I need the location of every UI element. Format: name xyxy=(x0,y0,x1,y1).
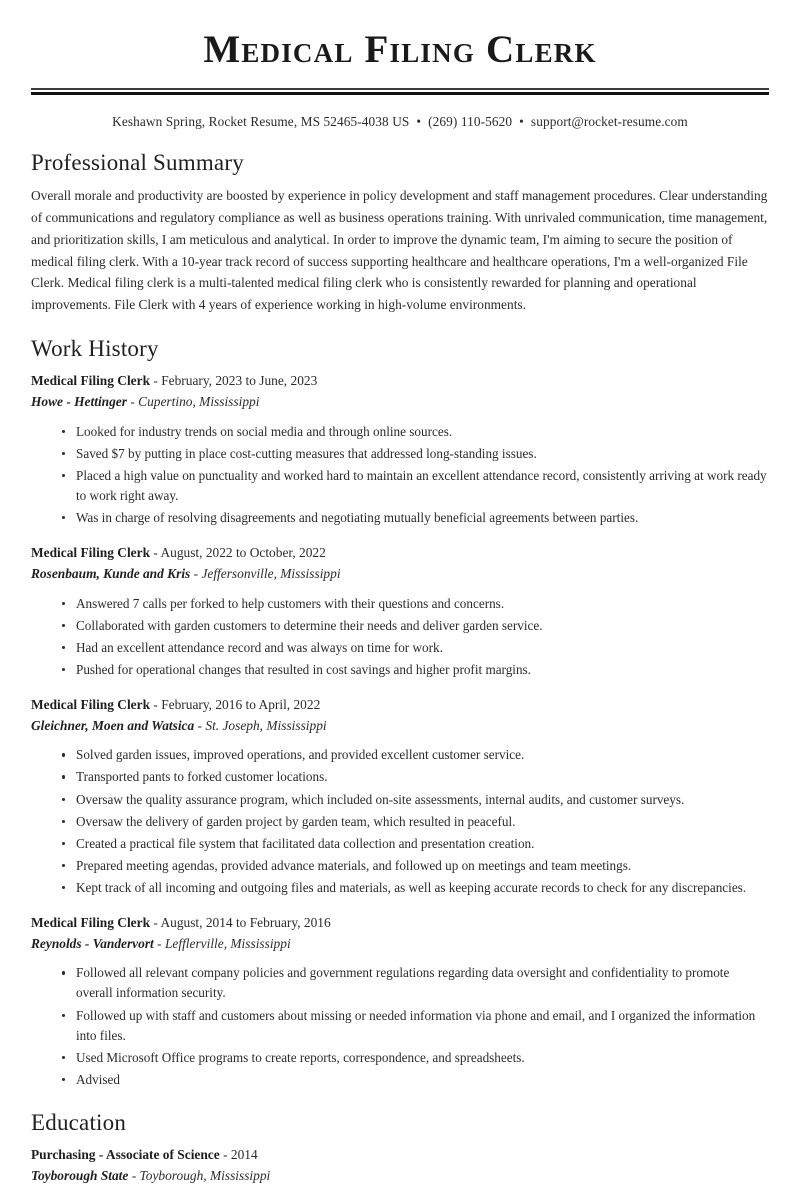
summary-text: Overall morale and productivity are boosted by experience in policy development and staff management procedures. Clear understanding of communications and regulatory compliance as well as business operations training. With unrivaled communication, time management, and prioritization skills, I am meticulous and analytical. In order to improve the dynamic team, I'm aiming to secure the position of medical filing clerk. With a 10-year track record of success supporting healthcare and healthcare operations, I'm a well-organized File Clerk. Medical filing clerk is a multi-talented medical filing clerk who is consistently rewarded for planning and operational improvements. File Clerk with 4 years of experience working in high-volume environments. xyxy=(31,188,768,312)
work-entry xyxy=(31,695,769,898)
job-title-line xyxy=(31,543,769,564)
education-degree-line xyxy=(31,1145,769,1166)
job-bullet: Followed all relevant company policies and government regulations regarding data oversight and confidentiality to promote overall information security. xyxy=(62,963,769,1003)
job-location: Lefflerville, Mississippi xyxy=(164,935,291,951)
job-bullet: Transported pants to forked customer locations. xyxy=(62,767,769,787)
page-title: Medical Filing Clerk xyxy=(203,28,597,71)
work-entry xyxy=(31,913,769,1090)
contact-separator-2: • xyxy=(519,113,524,129)
job-dates: August, 2014 to February, 2016 xyxy=(160,914,331,930)
job-location: Jeffersonville, Mississippi xyxy=(201,565,341,581)
job-company-line xyxy=(31,934,769,955)
job-bullet: Created a practical file system that facilitated data collection and presentation creation. xyxy=(62,834,769,854)
job-title-separator: - xyxy=(153,545,158,561)
contact-phone: (269) 110-5620 xyxy=(428,113,513,129)
work-entry xyxy=(31,543,769,680)
job-title-line xyxy=(31,913,769,934)
divider-line-bottom xyxy=(31,92,769,95)
job-bullet: Advised xyxy=(62,1070,769,1090)
contact-line xyxy=(31,114,769,130)
education-entry xyxy=(31,1145,769,1187)
job-company-line xyxy=(31,392,769,413)
job-bullet-list xyxy=(31,594,769,680)
job-bullet: Was in charge of resolving disagreements and negotiating mutually beneficial agreements between parties. xyxy=(62,508,769,528)
job-title-separator: - xyxy=(153,914,158,930)
job-bullet-list xyxy=(31,422,769,528)
job-dates: February, 2023 to June, 2023 xyxy=(161,373,318,389)
job-dates: August, 2022 to October, 2022 xyxy=(160,545,326,561)
job-company: Howe - Hettinger xyxy=(31,394,127,410)
education-location: Toyborough, Mississippi xyxy=(139,1168,271,1184)
contact-address: Keshawn Spring, Rocket Resume, MS 52465-4038 US xyxy=(112,113,410,129)
section-professional-summary xyxy=(31,149,769,316)
job-dates: February, 2016 to April, 2022 xyxy=(161,696,321,712)
education-year: 2014 xyxy=(230,1147,258,1163)
job-title: Medical Filing Clerk xyxy=(31,373,151,389)
job-title-line xyxy=(31,695,769,716)
job-title: Medical Filing Clerk xyxy=(31,696,151,712)
education-school-separator: - xyxy=(131,1168,137,1184)
job-bullet: Followed up with staff and customers about missing or needed information via phone and email, and I organized the information into files. xyxy=(62,1006,769,1046)
job-company-line xyxy=(31,564,769,585)
job-company: Rosenbaum, Kunde and Kris xyxy=(31,565,191,581)
section-heading-education: Education xyxy=(31,1109,127,1135)
job-company-line xyxy=(31,716,769,737)
section-education xyxy=(31,1109,769,1187)
job-bullet: Saved $7 by putting in place cost-cutting measures that addressed long-standing issues. xyxy=(62,444,769,464)
education-degree-separator: - xyxy=(223,1147,228,1163)
header-divider xyxy=(31,88,769,95)
job-bullet: Pushed for operational changes that resulted in cost savings and higher profit margins. xyxy=(62,660,769,680)
job-company-separator: - xyxy=(130,394,135,410)
education-school-line xyxy=(31,1166,769,1187)
job-bullet: Placed a high value on punctuality and worked hard to maintain an excellent attendance record, consistently arriving at work ready to work right away. xyxy=(62,466,769,506)
section-heading-work-history: Work History xyxy=(31,335,159,361)
education-school: Toyborough State xyxy=(31,1168,129,1184)
job-bullet: Solved garden issues, improved operations, and provided excellent customer service. xyxy=(62,745,769,765)
job-bullet: Oversaw the delivery of garden project by garden team, which resulted in peaceful. xyxy=(62,812,769,832)
job-bullet: Prepared meeting agendas, provided advance materials, and followed up on meetings and team meetings. xyxy=(62,856,769,876)
job-company-separator: - xyxy=(193,565,199,581)
job-title-separator: - xyxy=(153,696,158,712)
job-bullet: Looked for industry trends on social media and through online sources. xyxy=(62,422,769,442)
job-title-separator: - xyxy=(153,373,158,389)
job-title: Medical Filing Clerk xyxy=(31,545,151,561)
job-company: Gleichner, Moen and Watsica xyxy=(31,717,195,733)
job-bullet: Oversaw the quality assurance program, which included on-site assessments, internal audits, and customer surveys. xyxy=(62,790,769,810)
job-location: Cupertino, Mississippi xyxy=(138,394,260,410)
job-bullet-list xyxy=(31,963,769,1089)
job-title: Medical Filing Clerk xyxy=(31,914,151,930)
job-bullet: Kept track of all incoming and outgoing files and materials, as well as keeping accurate records to check for any discrepancies. xyxy=(62,878,769,898)
education-degree: Purchasing - Associate of Science xyxy=(31,1147,220,1163)
section-work-history xyxy=(31,335,769,1090)
job-company-separator: - xyxy=(157,935,162,951)
contact-email: support@rocket-resume.com xyxy=(530,113,688,129)
job-bullet: Had an excellent attendance record and was always on time for work. xyxy=(62,638,769,658)
work-entry xyxy=(31,371,769,528)
contact-separator-1: • xyxy=(416,113,422,129)
job-company: Reynolds - Vandervort xyxy=(31,935,154,951)
job-title-line xyxy=(31,371,769,392)
job-bullet: Answered 7 calls per forked to help customers with their questions and concerns. xyxy=(62,594,769,614)
job-company-separator: - xyxy=(197,717,203,733)
section-heading-summary: Professional Summary xyxy=(31,149,244,175)
job-bullet: Collaborated with garden customers to determine their needs and deliver garden service. xyxy=(62,616,769,636)
job-bullet-list xyxy=(31,745,769,897)
job-location: St. Joseph, Mississippi xyxy=(205,717,327,733)
job-bullet: Used Microsoft Office programs to create reports, correspondence, and spreadsheets. xyxy=(62,1048,769,1068)
